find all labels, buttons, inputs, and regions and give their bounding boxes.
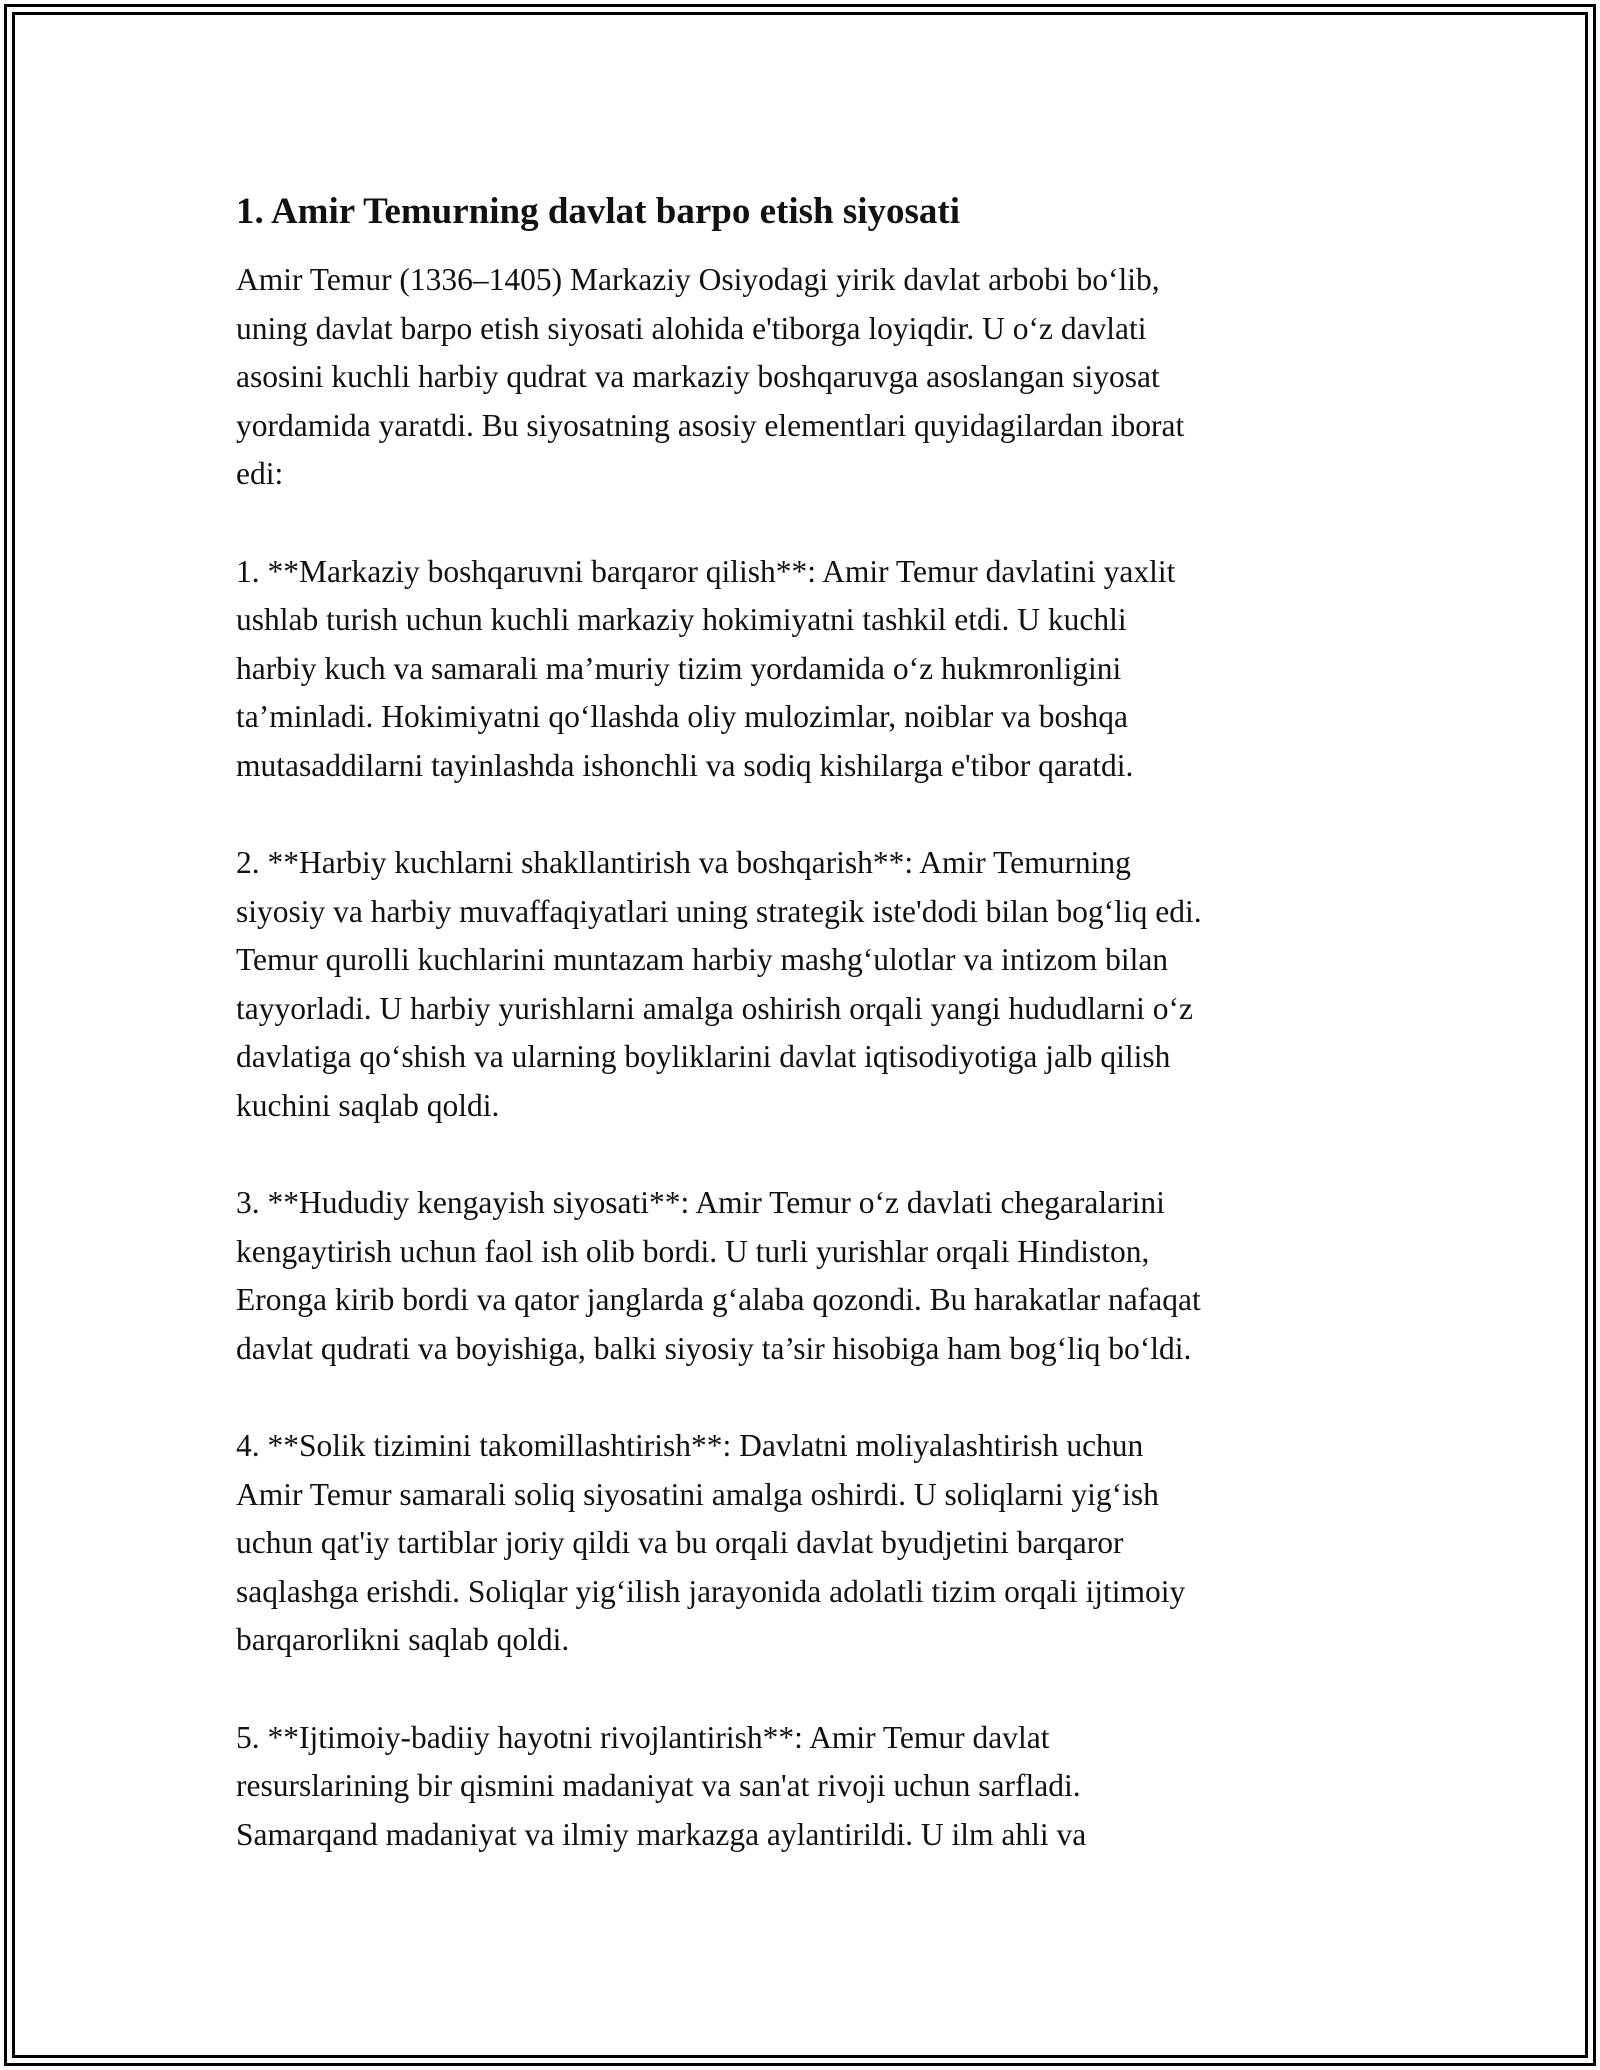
list-item-4-paragraph: 4. **Solik tizimini takomillashtirish**: Davlatni moliyalashtirish uchun Amir Temur samarali soliq siyosatini amalga oshirdi. U soliqlarni yig‘ish uchun qat'iy tartiblar joriy qildi va bu orqali davlat byudjetini barqaror saqlashga erishdi. Soliqlar yig‘ilish jarayonida adolatli tizim orqali ijtimoiy barqarorlikni saqlab qoldi. [236, 1428, 1186, 1657]
document-page [236, 186, 1416, 1908]
intro-paragraph: Amir Temur (1336–1405) Markaziy Osiyodagi yirik davlat arbobi bo‘lib, uning davlat barpo etish siyosati alohida e'tiborga loyiqdir. U o‘z davlati asosini kuchli harbiy qudrat va markaziy boshqaruvga asoslangan siyosat yordamida yaratdi. Bu siyosatning asosiy elementlari quyidagilardan iborat edi: [236, 262, 1185, 491]
list-item-1-paragraph: 1. **Markaziy boshqaruvni barqaror qilish**: Amir Temur davlatini yaxlit ushlab turish uchun kuchli markaziy hokimiyatni tashkil etdi. U kuchli harbiy kuch va samarali ma’muriy tizim yordamida o‘z hukmronligini ta’minladi. Hokimiyatni qo‘llashda oliy mulozimlar, noiblar va boshqa mutasaddilarni tayinlashda ishonchli va sodiq kishilarga e'tibor qaratdi. [236, 553, 1176, 783]
list-item-3-paragraph: 3. **Hududiy kengayish siyosati**: Amir Temur o‘z davlati chegaralarini kengaytirish uchun faol ish olib bordi. U turli yurishlar orqali Hindiston, Eronga kirib bordi va qator janglarda g‘alaba qozondi. Bu harakatlar nafaqat davlat qudrati va boyishiga, balki siyosiy ta’sir hisobiga ham bog‘liq bo‘ldi. [236, 1185, 1201, 1366]
list-item-5-paragraph: 5. **Ijtimoiy-badiiy hayotni rivojlantirish**: Amir Temur davlat resurslarining bir qismini madaniyat va san'at rivoji uchun sarfladi. Samarqand madaniyat va ilmiy markazga aylantirildi. U ilm ahli va [236, 1719, 1087, 1852]
list-item-2-paragraph: 2. **Harbiy kuchlarni shakllantirish va boshqarish**: Amir Temurning siyosiy va harbiy muvaffaqiyatlari uning strategik iste'dodi bilan bog‘liq edi. Temur qurolli kuchlarini muntazam harbiy mashg‘ulotlar va intizom bilan tayyorladi. U harbiy yurishlarni amalga oshirish orqali yangi hududlarni o‘z davlatiga qo‘shish va ularning boyliklarini davlat iqtisodiyotiga jalb qilish kuchini saqlab qoldi. [236, 845, 1202, 1123]
section-heading: 1. Amir Temurning davlat barpo etish siyosati [236, 191, 961, 232]
